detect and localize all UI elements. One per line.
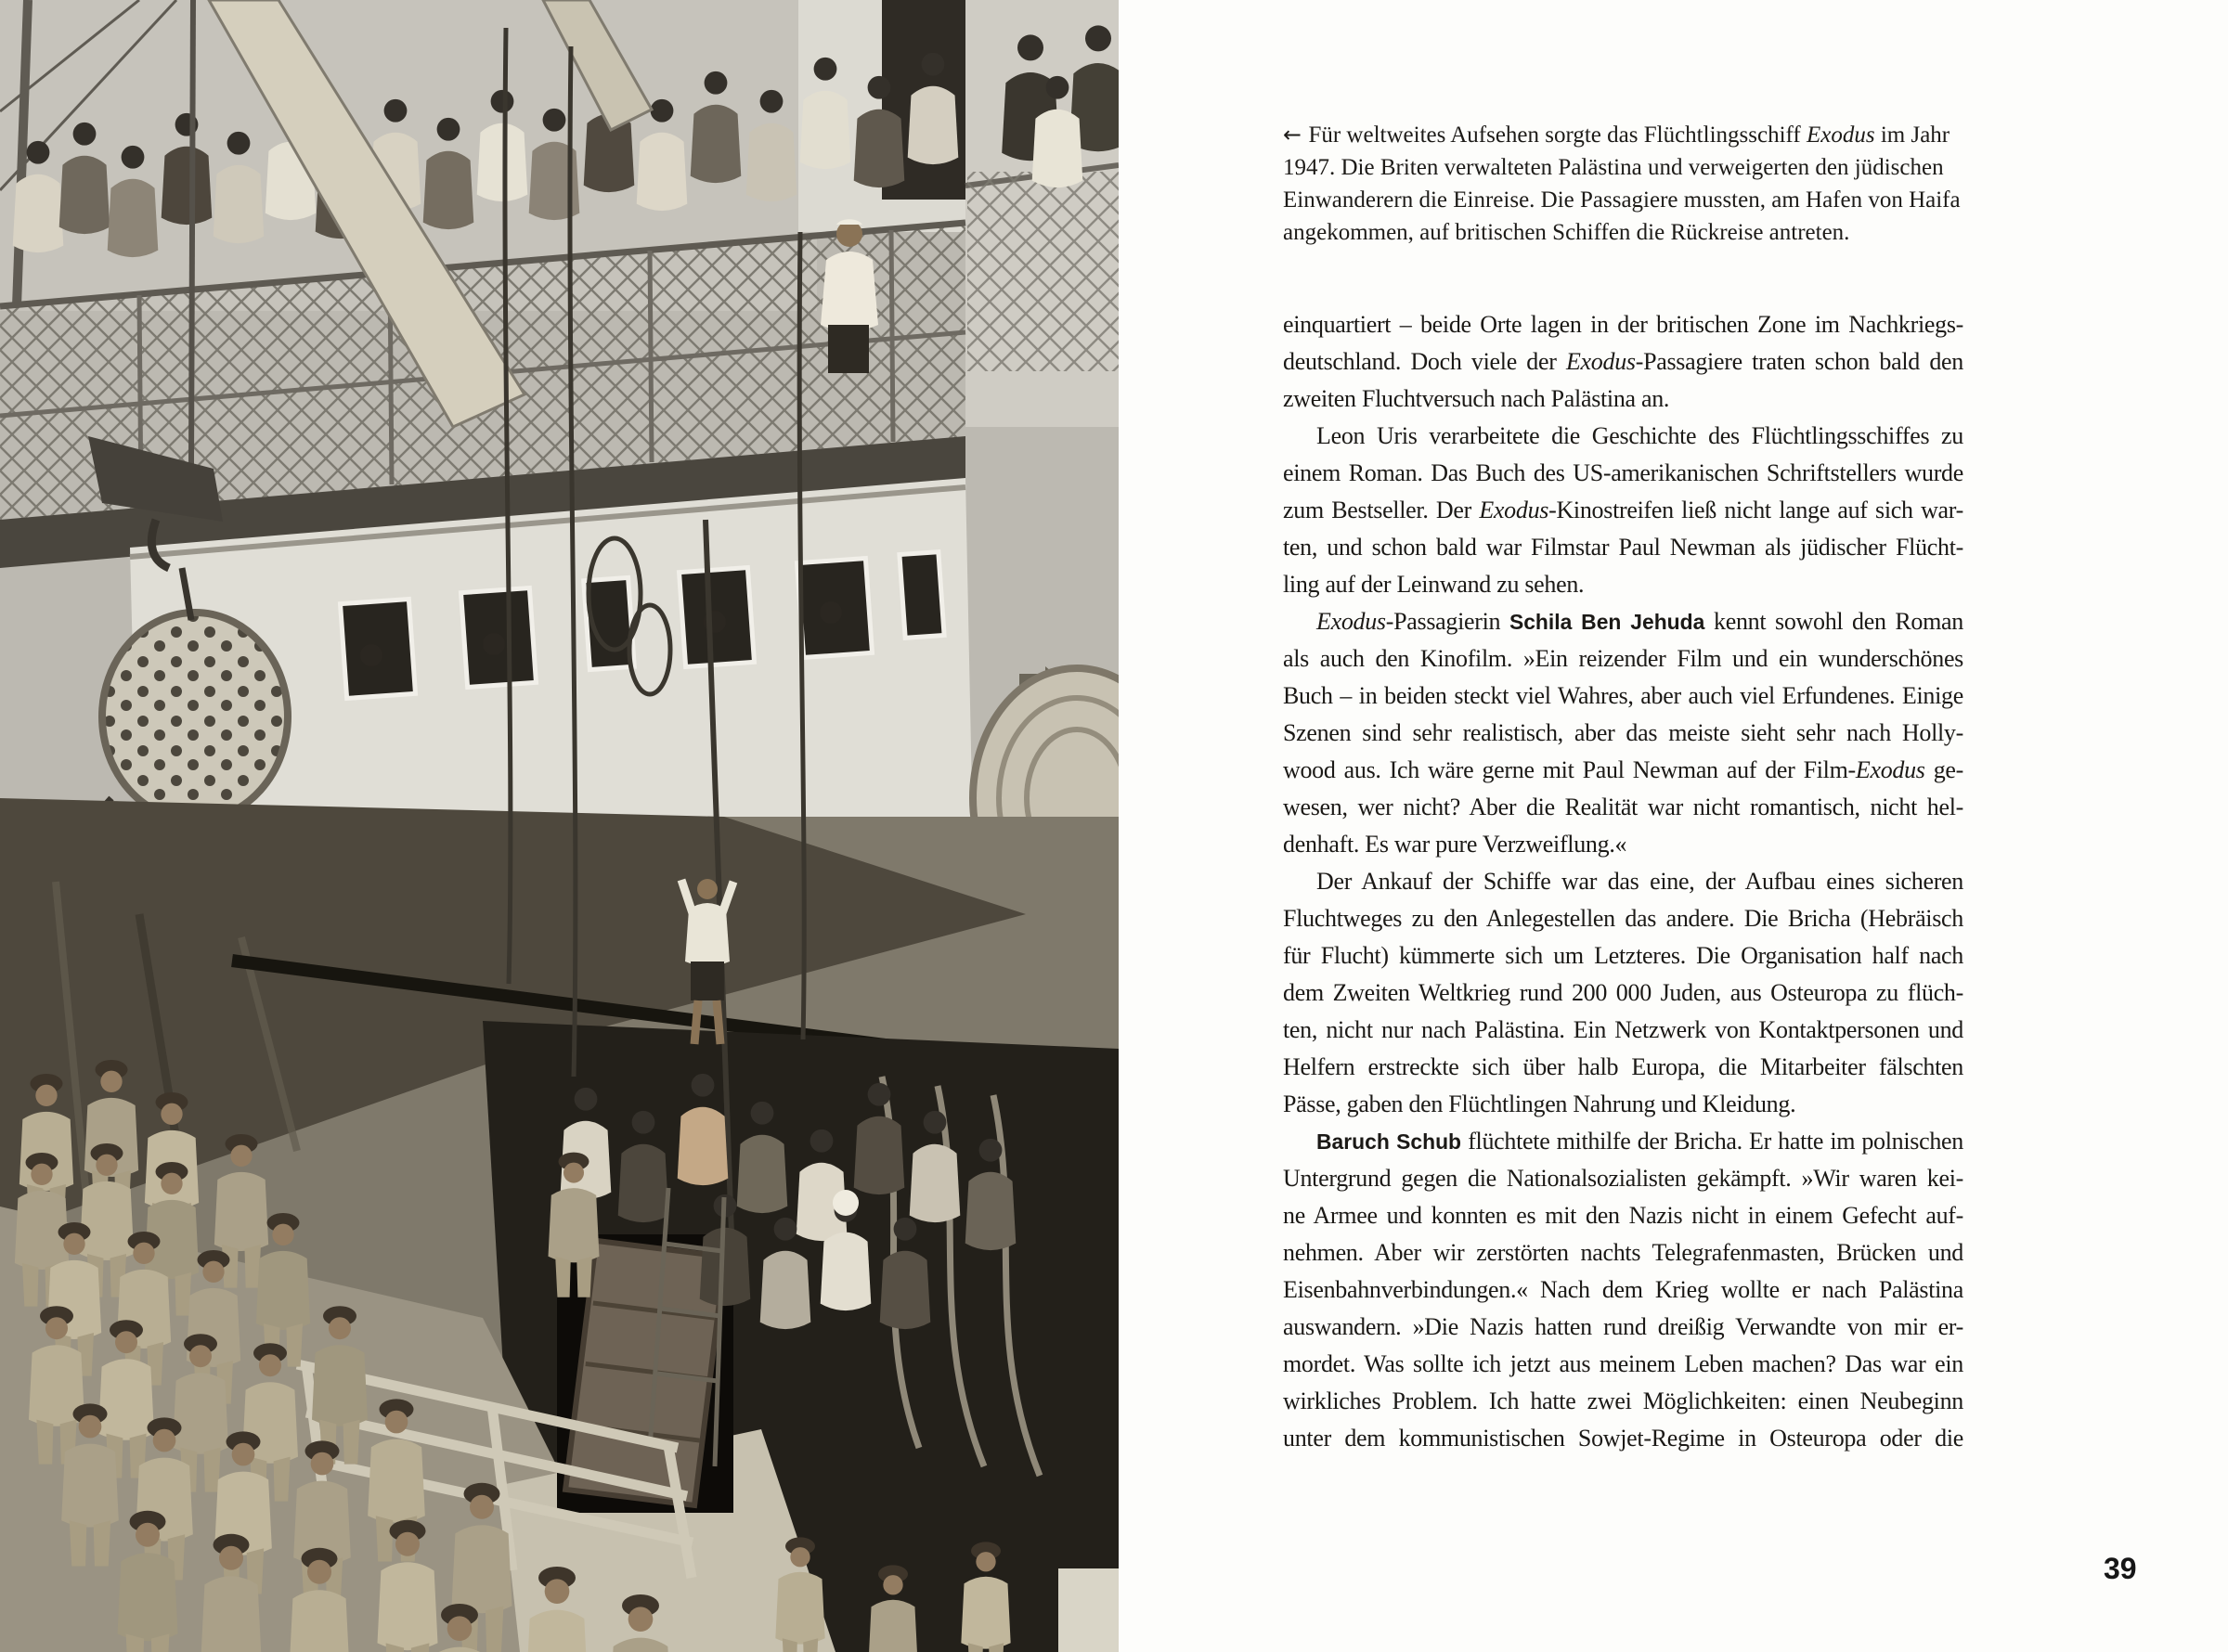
body-line [1283, 1012, 1963, 1049]
body-text [1283, 306, 1963, 1457]
text-run: denhaft. Es war pure Verzweiflung.« [1283, 831, 1627, 858]
text-run: angekommen, auf britischen Schiffen die Rückreise antreten. [1283, 220, 1850, 245]
body-line [1283, 343, 1963, 381]
text-run: deutschland. Doch viele der [1283, 348, 1566, 375]
body-line [1283, 455, 1963, 492]
text-run: für Flucht) kümmerte sich um Letzteres. Die Organisation half nach [1283, 942, 1963, 969]
text-run: als auch den Kinofilm. »Ein reizender Film und ein wunderschönes [1283, 645, 1963, 672]
paragraph [1283, 863, 1963, 1123]
text-run: Leon Uris verarbeitete die Geschichte des Flüchtlingsschiffes zu [1316, 422, 1963, 449]
paragraph [1283, 306, 1963, 418]
body-line [1283, 1049, 1963, 1086]
text-run: kennt sowohl den Roman [1704, 608, 1963, 635]
body-line [1283, 418, 1963, 455]
text-run: nehmen. Aber wir zerstörten nachts Telegrafenmasten, Brücken und [1283, 1239, 1963, 1266]
caption-line [1283, 119, 1970, 151]
text-run: einem Roman. Das Buch des US-amerikanischen Schriftstellers wurde [1283, 459, 1963, 486]
text-run: Für weltweites Aufsehen sorgte das Flüchtlingsschiff [1308, 123, 1807, 148]
text-run: Pässe, gaben den Flüchtlingen Nahrung und Kleidung. [1283, 1091, 1796, 1117]
body-line [1283, 789, 1963, 826]
text-run: ten, nicht nur nach Palästina. Ein Netzwerk von Kontaktpersonen und [1283, 1016, 1963, 1043]
body-line [1283, 1383, 1963, 1420]
body-line [1283, 529, 1963, 566]
text-run: Buch – in beiden steckt viel Wahres, aber auch viel Erfundenes. Einige [1283, 682, 1963, 709]
body-line [1283, 1123, 1963, 1160]
caption-line [1283, 151, 1970, 184]
italic-run: Exodus [1316, 608, 1386, 635]
paragraph [1283, 418, 1963, 603]
text-run: Helfern erstreckte sich über halb Europa, die Mitarbeiter fälschten [1283, 1053, 1963, 1080]
photo-caption [1283, 119, 1970, 249]
text-run: wesen, wer nicht? Aber die Realität war nicht romantisch, nicht hel- [1283, 794, 1963, 820]
text-run: ten, und schon bald war Filmstar Paul Newman als jüdischer Flücht- [1283, 534, 1963, 561]
text-run: Einwanderern die Einreise. Die Passagiere mussten, am Hafen von Haifa [1283, 187, 1961, 213]
paragraph [1283, 1123, 1963, 1457]
text-run: auswandern. »Die Nazis hatten rund dreißig Verwandte von mir er- [1283, 1313, 1963, 1340]
text-run: Untergrund gegen die Nationalsozialisten gekämpft. »Wir waren kei- [1283, 1165, 1963, 1192]
body-line [1283, 974, 1963, 1012]
page-number: 39 [2104, 1552, 2137, 1585]
paragraph [1283, 603, 1963, 863]
body-line [1283, 1086, 1963, 1123]
text-run: wood aus. Ich wäre gerne mit Paul Newman auf der Film- [1283, 756, 1856, 783]
body-line [1283, 1197, 1963, 1234]
text-run: Szenen sind sehr realistisch, aber das meiste sieht sehr nach Holly- [1283, 719, 1963, 746]
person-name: Schila Ben Jehuda [1509, 610, 1705, 634]
italic-run: Exodus [1565, 348, 1636, 375]
text-run: flüchtete mithilfe der Bricha. Er hatte im polnischen [1461, 1128, 1963, 1155]
body-line [1283, 603, 1963, 640]
text-run: ne Armee und konnten es mit den Nazis nicht in einem Gefecht auf- [1283, 1202, 1963, 1229]
body-line [1283, 1234, 1963, 1271]
italic-run: Exodus [1806, 123, 1875, 148]
body-line [1283, 492, 1963, 529]
italic-run: Exodus [1479, 497, 1549, 523]
text-run: unter dem kommunistischen Sowjet-Regime in Osteuropa oder die [1283, 1425, 1963, 1452]
text-run: Fluchtweges zu den Anlegestellen das andere. Die Bricha (Hebräisch [1283, 905, 1963, 932]
person-name: Baruch Schub [1316, 1129, 1462, 1154]
text-run: wirkliches Problem. Ich hatte zwei Möglichkeiten: einen Neubeginn [1283, 1387, 1963, 1414]
text-run: ling auf der Leinwand zu sehen. [1283, 571, 1585, 598]
body-line [1283, 306, 1963, 343]
text-run: 1947. Die Briten verwalteten Palästina und verweigerten den jüdischen [1283, 155, 1944, 180]
body-line [1283, 1309, 1963, 1346]
text-run: Eisenbahnverbindungen.« Nach dem Krieg wollte er nach Palästina [1283, 1276, 1963, 1303]
body-line [1283, 900, 1963, 937]
body-line [1283, 640, 1963, 678]
body-line [1283, 566, 1963, 603]
body-line [1283, 1271, 1963, 1309]
text-run: dem Zweiten Weltkrieg rund 200 000 Juden, aus Osteuropa zu flüch- [1283, 979, 1963, 1006]
italic-run: Exodus [1855, 756, 1925, 783]
body-line [1283, 863, 1963, 900]
body-line [1283, 752, 1963, 789]
caption-line [1283, 216, 1970, 249]
body-line [1283, 381, 1963, 418]
text-run: -Passagiere traten schon bald den [1635, 348, 1963, 375]
text-run: -Kinostreifen ließ nicht lange auf sich war- [1548, 497, 1963, 523]
body-line [1283, 826, 1963, 863]
text-run: zum Bestseller. Der [1283, 497, 1480, 523]
body-line [1283, 1160, 1963, 1197]
text-run: zweiten Fluchtversuch nach Palästina an. [1283, 385, 1670, 412]
caption-line [1283, 184, 1970, 216]
body-line [1283, 937, 1963, 974]
text-run: -Passagierin [1385, 608, 1509, 635]
body-line [1283, 678, 1963, 715]
text-run: einquartiert – beide Orte lagen in der britischen Zone im Nachkriegs- [1283, 311, 1963, 338]
text-run: ge- [1924, 756, 1963, 783]
text-run: Der Ankauf der Schiffe war das eine, der Aufbau eines sicheren [1316, 868, 1963, 895]
left-arrow-icon: ← [1283, 122, 1309, 148]
text-run: mordet. Was sollte ich jetzt aus meinem Leben machen? Das war ein [1283, 1350, 1963, 1377]
text-run: im Jahr [1874, 123, 1950, 148]
body-line [1283, 1346, 1963, 1383]
body-line [1283, 1420, 1963, 1457]
body-line [1283, 715, 1963, 752]
